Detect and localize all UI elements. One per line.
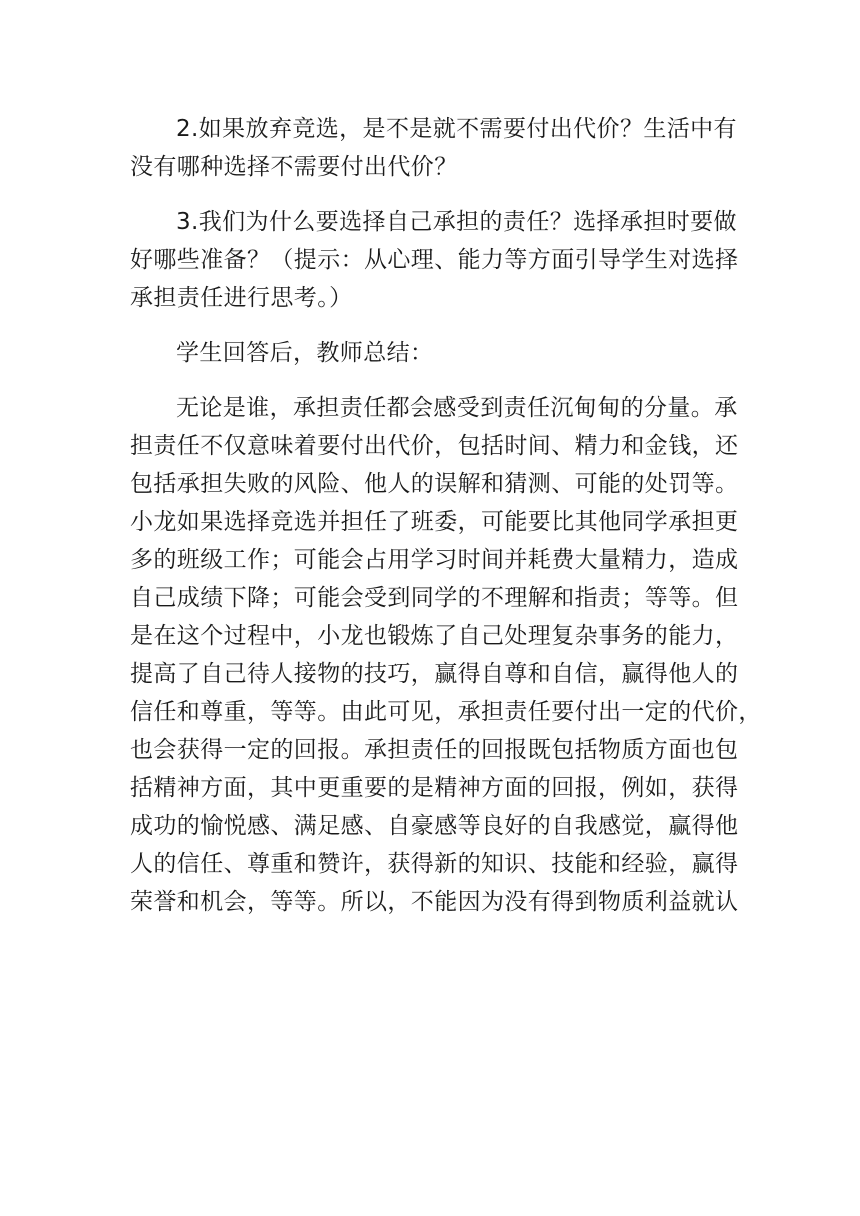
text-line: 承担责任进行思考。） — [130, 285, 353, 311]
question-2-paragraph — [130, 110, 737, 186]
text-line: 担责任不仅意味着要付出代价，包括时间、精力和金钱，还 — [130, 433, 739, 459]
text-line: 是在这个过程中，小龙也锻炼了自己处理复杂事务的能力， — [130, 623, 739, 649]
question-3-paragraph — [130, 203, 739, 317]
teacher-summary-intro — [130, 334, 734, 372]
text-line: 多的班级工作；可能会占用学习时间并耗费大量精力，造成 — [130, 547, 739, 573]
text-line: 3.我们为什么要选择自己承担的责任？选择承担时要做 — [176, 209, 737, 235]
text-line: 2.如果放弃竞选，是不是就不需要付出代价？生活中有 — [176, 116, 737, 142]
text-line: 自己成绩下降；可能会受到同学的不理解和指责；等等。但 — [130, 585, 739, 611]
summary-paragraph — [130, 389, 762, 921]
text-line: 好哪些准备？（提示：从心理、能力等方面引导学生对选择 — [130, 247, 739, 273]
text-line: 信任和尊重，等等。由此可见，承担责任要付出一定的代价， — [130, 699, 762, 725]
text-line: 人的信任、尊重和赞许，获得新的知识、技能和经验，赢得 — [130, 851, 739, 877]
text-line: 没有哪种选择不需要付出代价？ — [130, 154, 458, 180]
text-line: 包括承担失败的风险、他人的误解和猜测、可能的处罚等。 — [130, 471, 739, 497]
text-line: 无论是谁，承担责任都会感受到责任沉甸甸的分量。承 — [176, 395, 738, 421]
text-line: 小龙如果选择竞选并担任了班委，可能要比其他同学承担更 — [130, 509, 739, 535]
text-line: 也会获得一定的回报。承担责任的回报既包括物质方面也包 — [130, 737, 739, 763]
text-line: 括精神方面，其中更重要的是精神方面的回报，例如，获得 — [130, 775, 739, 801]
document-page — [130, 110, 762, 938]
text-line: 学生回答后，教师总结： — [176, 340, 434, 366]
text-line: 成功的愉悦感、满足感、自豪感等良好的自我感觉，赢得他 — [130, 813, 739, 839]
text-line: 荣誉和机会，等等。所以，不能因为没有得到物质利益就认 — [130, 889, 739, 915]
text-line: 提高了自己待人接物的技巧，赢得自尊和自信，赢得他人的 — [130, 661, 739, 687]
